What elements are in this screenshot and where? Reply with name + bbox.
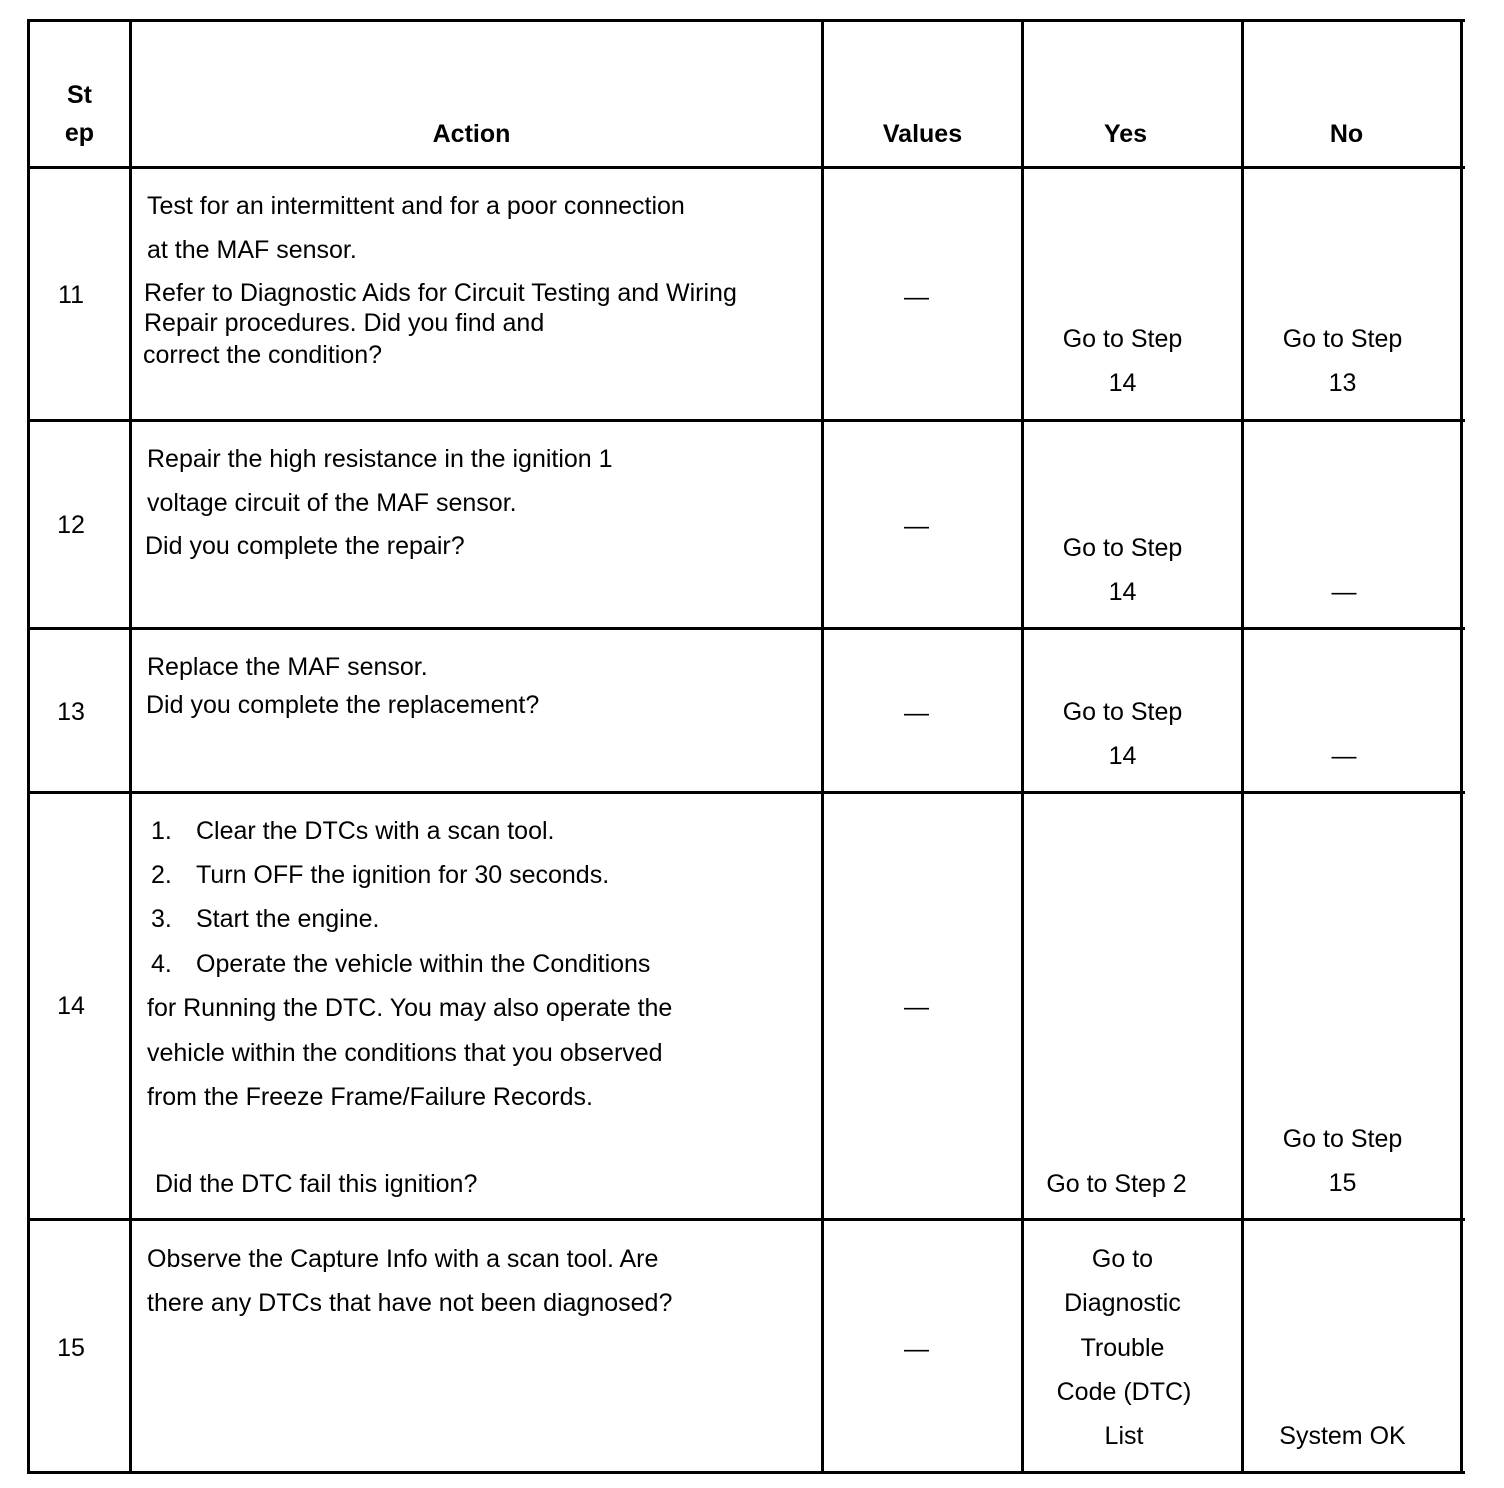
row-divider — [27, 627, 1465, 630]
list-item-text: Clear the DTCs with a scan tool. — [196, 817, 555, 845]
action-text: correct the condition? — [143, 341, 383, 369]
action-text: for Running the DTC. You may also operate the — [147, 994, 673, 1022]
action-text: Repair the high resistance in the ignition 1 — [147, 445, 613, 473]
action-text: there any DTCs that have not been diagnosed? — [147, 1289, 673, 1317]
header-divider — [27, 166, 1465, 169]
action-text: at the MAF sensor. — [147, 236, 357, 264]
no-cell: — — [1331, 742, 1357, 770]
action-text: Observe the Capture Info with a scan tool. Are — [147, 1245, 659, 1273]
action-text: Did you complete the repair? — [145, 532, 465, 560]
list-item-text: Operate the vehicle within the Conditions — [196, 950, 651, 978]
list-number: 4. — [151, 950, 172, 978]
table-border-bottom — [27, 1471, 1465, 1474]
yes-cell: Code (DTC) — [1056, 1378, 1192, 1406]
yes-cell: 14 — [1108, 578, 1137, 606]
yes-cell: Go to Step — [1062, 534, 1183, 562]
yes-cell: 14 — [1108, 742, 1137, 770]
header-yes: Yes — [1103, 120, 1148, 148]
no-cell: — — [1331, 578, 1357, 606]
no-cell: Go to Step — [1282, 325, 1403, 353]
step-number: 11 — [58, 281, 84, 309]
header-no: No — [1329, 120, 1364, 148]
list-number: 2. — [151, 861, 172, 889]
table-border-top — [27, 19, 1465, 22]
list-item-text: Start the engine. — [196, 905, 380, 933]
action-text: voltage circuit of the MAF sensor. — [147, 489, 517, 517]
column-divider — [129, 19, 132, 1474]
yes-cell: Go to — [1091, 1245, 1154, 1273]
action-text: Test for an intermittent and for a poor connection — [147, 192, 685, 220]
action-text: vehicle within the conditions that you observed — [147, 1039, 663, 1067]
action-text: Repair procedures. Did you find and — [144, 309, 545, 337]
yes-cell: Diagnostic — [1064, 1289, 1181, 1317]
table-border-right — [1460, 19, 1463, 1474]
no-cell: 15 — [1328, 1169, 1357, 1197]
list-item-text: Turn OFF the ignition for 30 seconds. — [196, 861, 610, 889]
list-number: 1. — [151, 817, 172, 845]
yes-cell: Go to Step — [1062, 325, 1183, 353]
no-cell: 13 — [1328, 369, 1357, 397]
column-divider — [821, 19, 824, 1474]
header-action: Action — [432, 120, 511, 148]
values-cell: — — [904, 512, 929, 540]
no-cell: System OK — [1279, 1422, 1406, 1450]
yes-cell: 14 — [1108, 369, 1137, 397]
action-text: Refer to Diagnostic Aids for Circuit Testing and Wiring — [144, 279, 737, 307]
header-step: St ep — [64, 81, 95, 147]
row-divider — [27, 419, 1465, 422]
table-border-left — [27, 19, 30, 1474]
step-number: 12 — [57, 511, 85, 539]
row-divider — [27, 1218, 1465, 1221]
values-cell: — — [904, 283, 929, 311]
values-cell: — — [904, 699, 929, 727]
yes-cell: List — [1104, 1422, 1144, 1450]
header-values: Values — [882, 120, 963, 148]
step-number: 13 — [57, 698, 85, 726]
values-cell: — — [904, 1335, 929, 1363]
list-number: 3. — [151, 905, 172, 933]
action-text: from the Freeze Frame/Failure Records. — [147, 1083, 593, 1111]
row-divider — [27, 791, 1465, 794]
step-number: 14 — [57, 992, 85, 1020]
no-cell: Go to Step — [1282, 1125, 1403, 1153]
yes-cell: Trouble — [1080, 1334, 1165, 1362]
step-number: 15 — [57, 1334, 85, 1362]
action-text: Did you complete the replacement? — [146, 691, 540, 719]
yes-cell: Go to Step 2 — [1046, 1170, 1187, 1198]
action-text: Did the DTC fail this ignition? — [155, 1170, 478, 1198]
values-cell: — — [904, 993, 929, 1021]
action-text: Replace the MAF sensor. — [147, 653, 428, 681]
yes-cell: Go to Step — [1062, 698, 1183, 726]
